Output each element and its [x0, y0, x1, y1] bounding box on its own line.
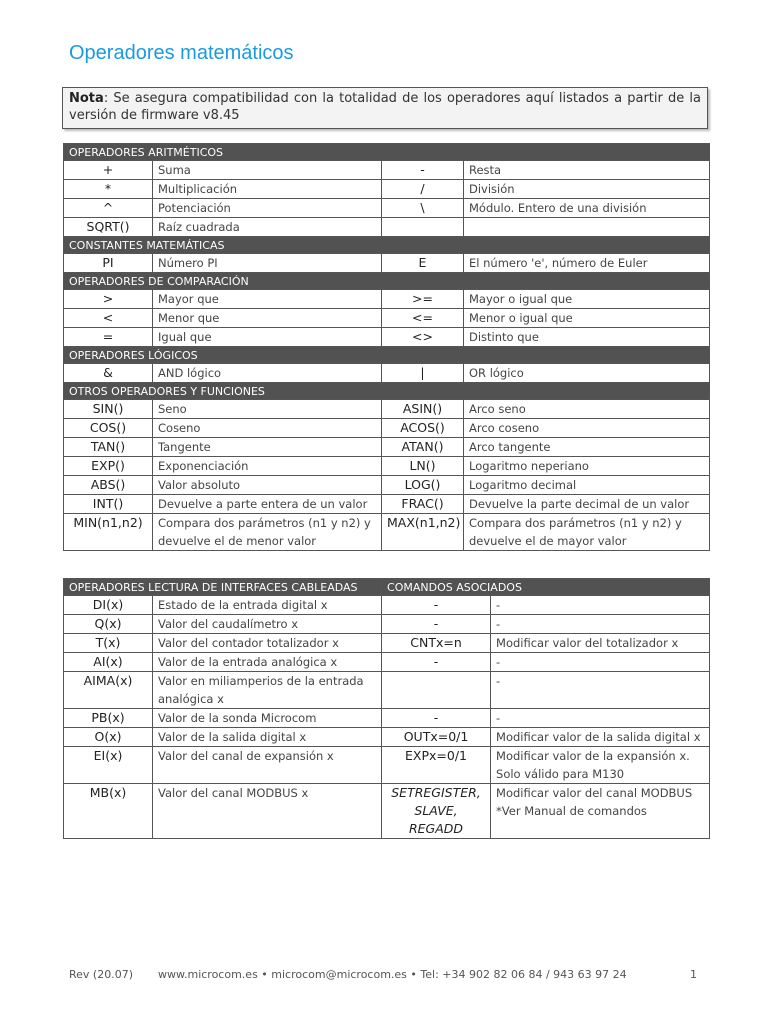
- command-description: -: [491, 615, 710, 634]
- operator-symbol: *: [64, 180, 153, 199]
- operator-description: Número PI: [153, 254, 382, 273]
- operator-description: Logaritmo decimal: [464, 476, 710, 495]
- operator-symbol: +: [64, 161, 153, 180]
- operator-symbol: PI: [64, 254, 153, 273]
- interface-description: Valor del canal MODBUS x: [153, 784, 382, 839]
- command-description: -: [491, 596, 710, 615]
- operator-description: Devuelve la parte decimal de un valor: [464, 495, 710, 514]
- command-description: Modificar valor de la expansión x. Solo válido para M130: [491, 747, 710, 784]
- interface-description: Estado de la entrada digital x: [153, 596, 382, 615]
- section-title: CONSTANTES MATEMÁTICAS: [64, 237, 710, 254]
- page-title: Operadores matemáticos: [69, 42, 294, 64]
- footer-revision: Rev (20.07): [69, 968, 133, 981]
- operator-description: Raíz cuadrada: [153, 218, 382, 237]
- operator-description: Módulo. Entero de una división: [464, 199, 710, 218]
- interface-operator: T(x): [64, 634, 153, 653]
- table-row: [64, 180, 710, 199]
- command-description: -: [491, 672, 710, 709]
- table-row: [64, 199, 710, 218]
- operator-description: Arco tangente: [464, 438, 710, 457]
- section-header-logical: [64, 347, 710, 364]
- operator-symbol: SIN(): [64, 400, 153, 419]
- operator-description: Potenciación: [153, 199, 382, 218]
- table-row: [64, 653, 710, 672]
- operator-description: [464, 218, 710, 237]
- table-row: [64, 634, 710, 653]
- operator-symbol: ATAN(): [382, 438, 464, 457]
- command: SETREGISTER, SLAVE, REGADD: [382, 784, 491, 839]
- interface-description: Valor de la entrada analógica x: [153, 653, 382, 672]
- operator-description: Resta: [464, 161, 710, 180]
- table-row: [64, 495, 710, 514]
- operator-description: El número 'e', número de Euler: [464, 254, 710, 273]
- operator-symbol: <=: [382, 309, 464, 328]
- operator-symbol: [382, 218, 464, 237]
- interface-operator: AIMA(x): [64, 672, 153, 709]
- header-interfaces: OPERADORES LECTURA DE INTERFACES CABLEADAS: [64, 579, 382, 596]
- command: -: [382, 709, 491, 728]
- operator-symbol: TAN(): [64, 438, 153, 457]
- operators-table: [63, 143, 710, 551]
- operator-symbol: ^: [64, 199, 153, 218]
- command-description: Modificar valor de la salida digital x: [491, 728, 710, 747]
- interface-operator: MB(x): [64, 784, 153, 839]
- operator-symbol: -: [382, 161, 464, 180]
- operator-description: Suma: [153, 161, 382, 180]
- command-description: -: [491, 653, 710, 672]
- command: -: [382, 615, 491, 634]
- operator-symbol: INT(): [64, 495, 153, 514]
- firmware-note: [62, 87, 708, 129]
- operator-description: Compara dos parámetros (n1 y n2) y devuelve el de menor valor: [153, 514, 382, 551]
- operator-description: Multiplicación: [153, 180, 382, 199]
- table-row: [64, 784, 710, 839]
- operator-description: Mayor o igual que: [464, 290, 710, 309]
- operator-symbol: >: [64, 290, 153, 309]
- operator-symbol: &: [64, 364, 153, 383]
- table-row: [64, 309, 710, 328]
- table-row: [64, 161, 710, 180]
- note-label: Nota: [69, 91, 104, 106]
- table-row: [64, 747, 710, 784]
- interface-operator: AI(x): [64, 653, 153, 672]
- table-row: [64, 476, 710, 495]
- interface-operator: PB(x): [64, 709, 153, 728]
- table-row: [64, 615, 710, 634]
- operator-symbol: ABS(): [64, 476, 153, 495]
- operator-symbol: <: [64, 309, 153, 328]
- interface-description: Valor de la salida digital x: [153, 728, 382, 747]
- operator-symbol: E: [382, 254, 464, 273]
- operator-description: Distinto que: [464, 328, 710, 347]
- operator-symbol: /: [382, 180, 464, 199]
- command-description: Modificar valor del canal MODBUS *Ver Manual de comandos: [491, 784, 710, 839]
- table-row: [64, 364, 710, 383]
- header-commands: COMANDOS ASOCIADOS: [382, 579, 710, 596]
- footer-contact: www.microcom.es • microcom@microcom.es • Tel: +34 902 82 06 84 / 943 63 97 24: [158, 968, 627, 981]
- table-row: [64, 254, 710, 273]
- operator-symbol: FRAC(): [382, 495, 464, 514]
- operator-symbol: >=: [382, 290, 464, 309]
- operator-symbol: COS(): [64, 419, 153, 438]
- interface-operator: Q(x): [64, 615, 153, 634]
- operator-description: OR lógico: [464, 364, 710, 383]
- footer-page-number: 1: [690, 968, 697, 981]
- operator-description: Devuelve a parte entera de un valor: [153, 495, 382, 514]
- interface-description: Valor del caudalímetro x: [153, 615, 382, 634]
- operator-description: Seno: [153, 400, 382, 419]
- section-header-arithmetic: [64, 144, 710, 161]
- command: OUTx=0/1: [382, 728, 491, 747]
- operator-symbol: <>: [382, 328, 464, 347]
- operator-description: Igual que: [153, 328, 382, 347]
- interfaces-table: [63, 578, 710, 839]
- operator-symbol: LN(): [382, 457, 464, 476]
- operator-description: AND lógico: [153, 364, 382, 383]
- table-row: [64, 218, 710, 237]
- operator-symbol: =: [64, 328, 153, 347]
- table-row: [64, 672, 710, 709]
- section-header-functions: [64, 383, 710, 400]
- section-title: OPERADORES DE COMPARACIÓN: [64, 273, 710, 290]
- table-row: [64, 328, 710, 347]
- table-row: [64, 596, 710, 615]
- table-row: [64, 728, 710, 747]
- operator-description: Logaritmo neperiano: [464, 457, 710, 476]
- table-row: [64, 514, 710, 551]
- interface-description: Valor del contador totalizador x: [153, 634, 382, 653]
- operator-symbol: MAX(n1,n2): [382, 514, 464, 551]
- section-title: OTROS OPERADORES Y FUNCIONES: [64, 383, 710, 400]
- command: -: [382, 596, 491, 615]
- operator-symbol: LOG(): [382, 476, 464, 495]
- operator-symbol: MIN(n1,n2): [64, 514, 153, 551]
- operator-description: Tangente: [153, 438, 382, 457]
- operator-symbol: |: [382, 364, 464, 383]
- operator-description: Compara dos parámetros (n1 y n2) y devuelve el de mayor valor: [464, 514, 710, 551]
- operator-symbol: ASIN(): [382, 400, 464, 419]
- command: -: [382, 653, 491, 672]
- table-row: [64, 290, 710, 309]
- command-description: -: [491, 709, 710, 728]
- command: [382, 672, 491, 709]
- section-header-comparison: [64, 273, 710, 290]
- table-row: [64, 438, 710, 457]
- operator-description: Mayor que: [153, 290, 382, 309]
- table-row: [64, 709, 710, 728]
- operator-symbol: SQRT(): [64, 218, 153, 237]
- table-row: [64, 457, 710, 476]
- interfaces-header: [64, 579, 710, 596]
- operator-symbol: EXP(): [64, 457, 153, 476]
- operator-description: Arco coseno: [464, 419, 710, 438]
- note-text: : Se asegura compatibilidad con la totalidad de los operadores aquí listados a partir de la versión de firmware v8.45: [69, 91, 701, 123]
- interface-operator: EI(x): [64, 747, 153, 784]
- command-description: Modificar valor del totalizador x: [491, 634, 710, 653]
- interface-description: Valor de la sonda Microcom: [153, 709, 382, 728]
- operator-symbol: \: [382, 199, 464, 218]
- interface-operator: O(x): [64, 728, 153, 747]
- interface-description: Valor del canal de expansión x: [153, 747, 382, 784]
- table-row: [64, 419, 710, 438]
- interface-operator: DI(x): [64, 596, 153, 615]
- operator-description: Menor o igual que: [464, 309, 710, 328]
- operator-description: División: [464, 180, 710, 199]
- section-header-constants: [64, 237, 710, 254]
- section-title: OPERADORES LÓGICOS: [64, 347, 710, 364]
- operator-description: Exponenciación: [153, 457, 382, 476]
- command: CNTx=n: [382, 634, 491, 653]
- operator-description: Arco seno: [464, 400, 710, 419]
- command: EXPx=0/1: [382, 747, 491, 784]
- section-title: OPERADORES ARITMÉTICOS: [64, 144, 710, 161]
- interface-description: Valor en miliamperios de la entrada analógica x: [153, 672, 382, 709]
- operator-description: Coseno: [153, 419, 382, 438]
- operator-description: Valor absoluto: [153, 476, 382, 495]
- operator-description: Menor que: [153, 309, 382, 328]
- table-row: [64, 400, 710, 419]
- operator-symbol: ACOS(): [382, 419, 464, 438]
